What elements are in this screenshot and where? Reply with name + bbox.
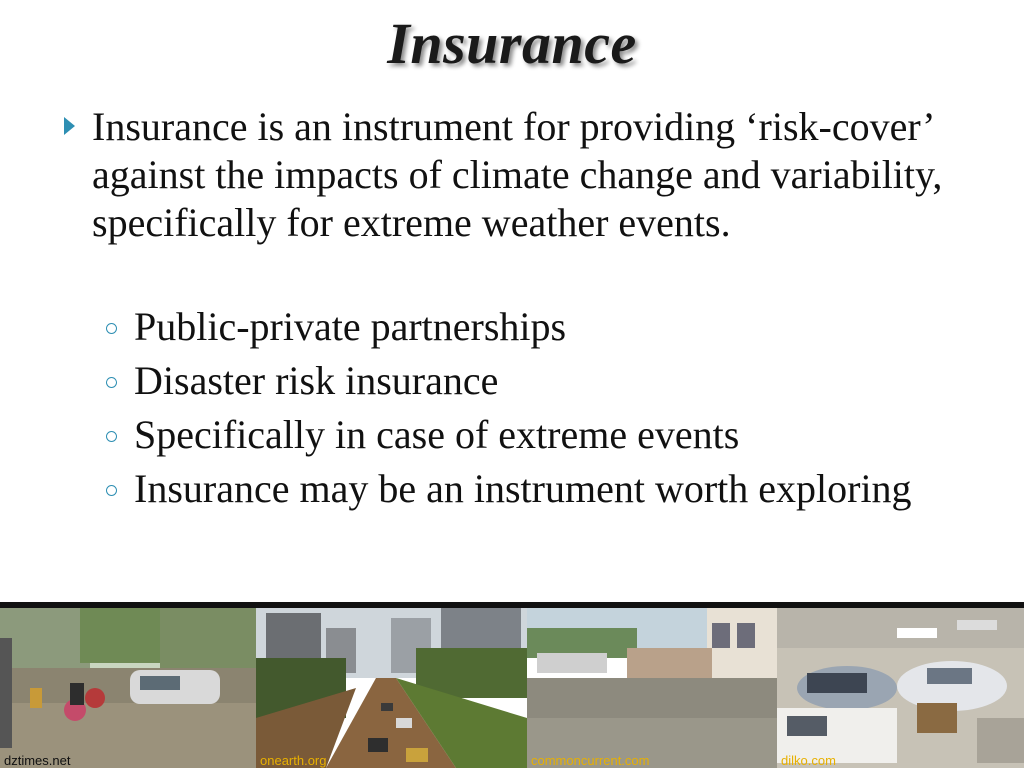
flood-photo-avenue xyxy=(256,608,527,768)
circle-bullet-icon xyxy=(106,485,117,496)
flood-photo-street xyxy=(0,608,256,768)
flood-storefronts-image xyxy=(527,608,777,768)
photo-credit: onearth.org xyxy=(260,753,327,768)
flood-avenue-image xyxy=(256,608,527,768)
circle-bullet-icon xyxy=(106,323,117,334)
sub-bullet-text: Insurance may be an instrument worth exploring xyxy=(134,466,912,511)
triangle-bullet-icon xyxy=(64,117,75,135)
flood-street-image xyxy=(0,608,256,768)
flood-photo-wreckage xyxy=(777,608,1024,768)
sub-bullet-text: Disaster risk insurance xyxy=(134,358,499,403)
main-bullet-text: Insurance is an instrument for providing ‘risk-cover’ against the impacts of climate change and variability, specifically for extreme weather events. xyxy=(92,104,943,245)
photo-credit: dztimes.net xyxy=(4,753,71,768)
circle-bullet-icon xyxy=(106,377,117,388)
circle-bullet-icon xyxy=(106,431,117,442)
flood-photo-storefronts xyxy=(527,608,777,768)
sub-bullet-text: Specifically in case of extreme events xyxy=(134,412,740,457)
photo-credit: dilko.com xyxy=(781,753,836,768)
flood-wreckage-image xyxy=(777,608,1024,768)
slide-title: Insurance xyxy=(387,11,637,76)
flood-photo-strip xyxy=(0,602,1024,768)
sub-bullet-text: Public-private partnerships xyxy=(134,304,567,349)
photo-credit: commoncurrent.com xyxy=(531,753,650,768)
